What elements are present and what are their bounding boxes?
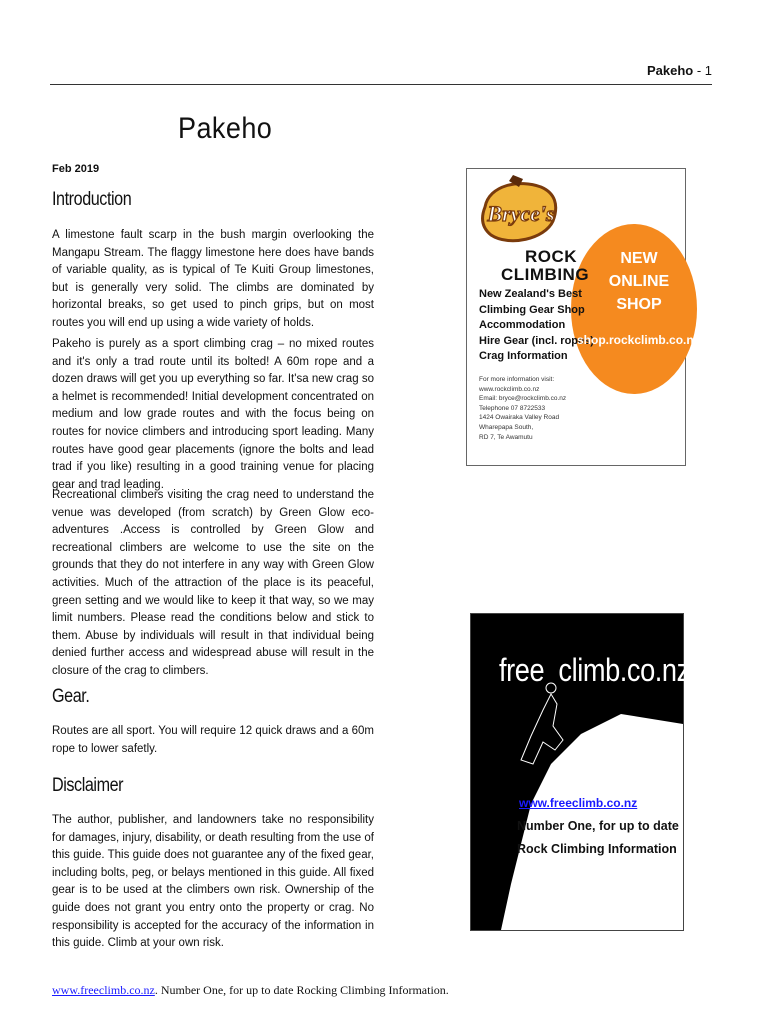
disclaimer-paragraph: The author, publisher, and landowners take no responsibility for damages, injury, disability, or death resulting from the use of this guide. This guide does not guarantee any of the fixed gear, including bolts, peg, or belays mentioned in this guide. All fixed gear is to be used at the climbers own risk. Ownership of the guide does not grant you entry onto the property or crag. No responsibility is accepted for the accuracy of the information in this guide. Climb at your own risk. — [52, 814, 374, 950]
bryces-advert[interactable] — [466, 168, 700, 466]
bryces-info-line: Email: bryce@rockclimb.co.nz — [479, 395, 567, 403]
bryces-info-line: 1424 Owairaka Valley Road — [479, 414, 560, 422]
bryces-service-item: New Zealand's Best — [479, 288, 582, 300]
document-title: Pakeho — [178, 112, 273, 145]
running-title: Pakeho — [646, 63, 694, 78]
bryces-info-line: Telephone 07 8722533 — [479, 404, 546, 412]
introduction-heading: Introduction — [52, 189, 132, 210]
running-header — [647, 63, 712, 78]
bryces-services-list — [479, 287, 594, 365]
gear-paragraph: Routes are all sport. You will require 12 quick draws and a 60m rope to lower safetly. — [52, 725, 374, 755]
freeclimb-advert[interactable] — [470, 613, 690, 931]
intro-paragraph-1: A limestone fault scarp in the bush margin overlooking the Mangapu Stream. The flaggy limestone here does have bands of variable quality, as is typical of Te Kuiti Group limestones, but is generally very solid. The climbs are dominated by horizontal breaks, so get used to pinch grips, but on most routes you will end up using a wide variety of holds. — [52, 229, 374, 329]
footer — [52, 983, 449, 998]
freeclimb-logo-free: free — [499, 652, 545, 688]
footer-link[interactable]: www.freeclimb.co.nz — [52, 983, 155, 997]
new-online-shop-badge — [597, 247, 681, 316]
freeclimb-logo-rest: climb.co.nz — [558, 652, 690, 688]
bryces-climbing-label: CLIMBING — [501, 265, 590, 284]
header-rule — [50, 84, 712, 85]
badge-line: ONLINE — [608, 273, 670, 290]
page-separator: - — [693, 63, 705, 78]
disclaimer-heading: Disclaimer — [52, 775, 124, 796]
bryces-rock-label: ROCK — [525, 247, 578, 266]
intro-paragraph-2: Pakeho is purely as a sport climbing crag – no mixed routes and it's only a trad route until its bolted! A 60m rope and a dozen draws will get you up everything so far. It'sa new crag so a helmet is recommended! Initial development concentrated on medium and low grade routes and with the focus being on routes for novice climbers and introducing sport leading. Many routes have good gear placements (ignore the bolts and lead trad if you like) resulting in a good training venue for placing gear and trad leading. — [52, 338, 374, 491]
badge-line: SHOP — [616, 296, 662, 313]
bryces-info-line: RD 7, Te Awamutu — [479, 433, 533, 441]
bryces-service-item: Crag Information — [479, 350, 568, 363]
freeclimb-logo — [499, 652, 690, 689]
bryces-logo-text: Bryce's — [487, 201, 555, 226]
document-date: Feb 2019 — [52, 163, 100, 175]
freeclimb-url-link[interactable]: www.freeclimb.co.nz — [519, 796, 638, 810]
intro-paragraph-3: Recreational climbers visiting the crag need to understand the venue was developed (from scratch) by Green Glow eco-adventures .Access is controlled by Green Glow and recreational climbers are welcome to use the site on the grounds that they do not interfere in any way with Green Glow activities. Much of the attraction of the place is its peaceful, green setting and we would like to keep it that way, so we may limit numbers. Please read the conditions below and stick to them. Abuse by individuals will result in that individual being denied further access and widespread abuse will result in the closure of the crag to climbers. — [52, 489, 374, 677]
page-number: 1 — [704, 63, 712, 78]
shop-url[interactable]: shop.rockclimb.co.nz — [577, 333, 700, 347]
freeclimb-tagline-2: Rock Climbing Information — [517, 842, 677, 856]
bryces-service-item: Hire Gear (incl. ropes) — [479, 334, 594, 347]
gear-heading: Gear. — [52, 686, 90, 707]
bryces-logo — [479, 177, 563, 251]
bryces-contact-info — [479, 375, 566, 442]
badge-line: NEW — [620, 250, 658, 267]
bryces-info-line: For more information visit: — [479, 376, 555, 383]
bryces-info-line: www.rockclimb.co.nz — [479, 385, 540, 393]
footer-text: . Number One, for up to date Rocking Climbing Information. — [154, 983, 449, 997]
freeclimb-tagline-1: Number One, for up to date — [517, 819, 679, 833]
bryces-info-line: Wharepapa South, — [479, 423, 534, 431]
bryces-service-item: Accommodation — [479, 319, 566, 332]
bryces-service-item: Climbing Gear Shop — [479, 303, 585, 316]
